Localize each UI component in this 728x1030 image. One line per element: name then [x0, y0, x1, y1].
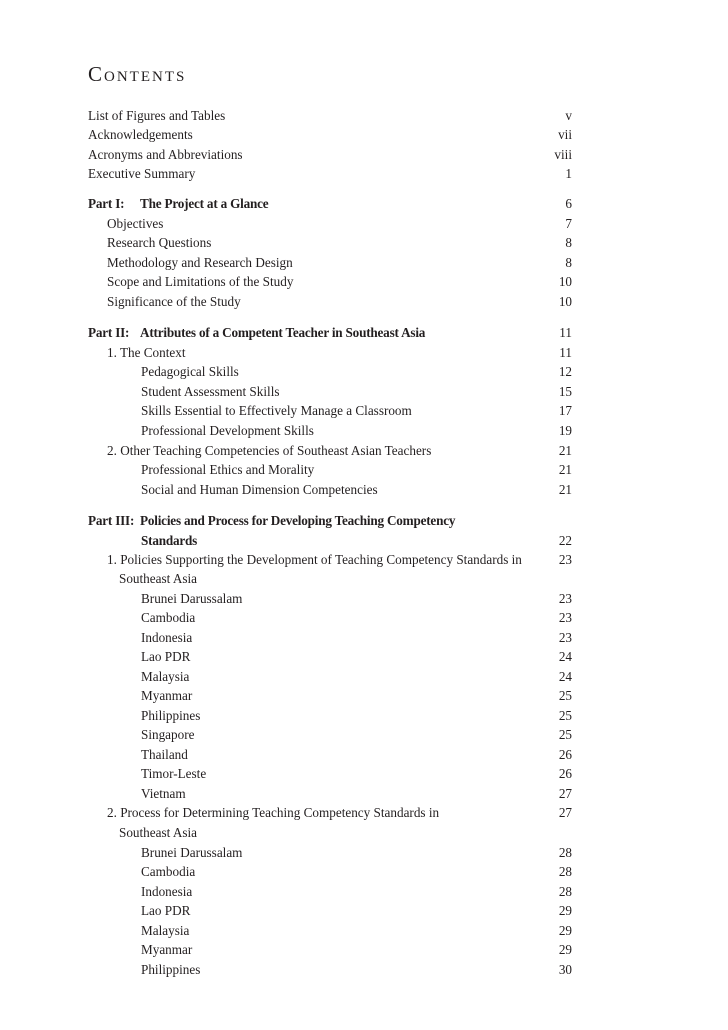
toc-entry-label: Skills Essential to Effectively Manage a Classroom [141, 403, 412, 418]
toc-entry-page: 8 [565, 235, 572, 250]
toc-entry-page: 15 [558, 384, 572, 399]
toc-entry-page: 23 [558, 591, 572, 606]
toc-entry-page: 10 [558, 274, 572, 289]
toc-entry[interactable] [0, 272, 728, 292]
toc-entry-label: 2. Other Teaching Competencies of Southeast Asian Teachers [107, 443, 432, 458]
toc-entry[interactable] [0, 862, 728, 882]
toc-entry-page: viii [554, 147, 572, 162]
toc-entry[interactable] [0, 628, 728, 648]
toc-entry-label: Acknowledgements [88, 127, 193, 142]
toc-entry[interactable] [0, 382, 728, 402]
toc-entry-page: 12 [558, 364, 572, 379]
toc-entry-page: 23 [558, 610, 572, 625]
toc-entry-page: 27 [558, 805, 572, 820]
toc-entry-page: 25 [558, 708, 572, 723]
toc-part-heading[interactable] [0, 323, 728, 343]
toc-entry-page: 1 [565, 166, 572, 181]
toc-entry-label: Professional Ethics and Morality [141, 462, 315, 477]
toc-entry-label: Acronyms and Abbreviations [88, 147, 243, 162]
toc-entry-label: Malaysia [141, 669, 190, 684]
toc-entry-label: Pedagogical Skills [141, 364, 239, 379]
toc-part-heading[interactable] [0, 194, 728, 214]
toc-entry-page: 23 [558, 552, 572, 567]
toc-entry[interactable] [0, 784, 728, 804]
toc-entry[interactable] [0, 253, 728, 273]
toc-entry-label: 1. The Context [107, 345, 186, 360]
toc-entry-page: 24 [558, 649, 572, 664]
toc-entry-page: 22 [558, 533, 572, 548]
toc-entry-label: Southeast Asia [119, 825, 198, 840]
toc-entry[interactable] [0, 145, 728, 165]
page-title: Contents [88, 62, 187, 86]
toc-entry-page: 21 [558, 443, 572, 458]
toc-entry-label: Philippines [141, 962, 201, 977]
toc-entry-label: Research Questions [107, 235, 212, 250]
toc-entry[interactable] [0, 362, 728, 382]
toc-entry-label: Cambodia [141, 610, 196, 625]
toc-entry-label: Professional Development Skills [141, 423, 314, 438]
toc-entry-page: 19 [558, 423, 572, 438]
toc-entry-page: 30 [558, 962, 572, 977]
toc-entry-label: Indonesia [141, 630, 193, 645]
toc-entry[interactable] [0, 550, 728, 570]
toc-entry[interactable] [0, 480, 728, 500]
part-number: Part III: [88, 513, 135, 528]
toc-entry[interactable] [0, 441, 728, 461]
toc-entry-page: 17 [558, 403, 572, 418]
toc-entry[interactable] [0, 940, 728, 960]
toc-entry-label: List of Figures and Tables [88, 108, 226, 123]
toc-entry-label: Significance of the Study [107, 294, 241, 309]
part-number: Part II: [88, 325, 130, 340]
toc-entry[interactable] [0, 589, 728, 609]
toc-entry-page: 28 [558, 864, 572, 879]
toc-entry-continued [0, 569, 728, 589]
toc-entry[interactable] [0, 164, 728, 184]
toc-entry[interactable] [0, 803, 728, 823]
toc-entry-page: 6 [565, 196, 572, 211]
toc-entry-page: v [565, 108, 572, 123]
toc-entry-label: Social and Human Dimension Competencies [141, 482, 378, 497]
toc-part-heading-continued[interactable] [0, 531, 728, 551]
toc-entry-page: 23 [558, 630, 572, 645]
toc-entry-label: Myanmar [141, 688, 193, 703]
toc-entry[interactable] [0, 233, 728, 253]
toc-entry-page: 11 [559, 345, 572, 360]
toc-entry-label: Philippines [141, 708, 201, 723]
toc-entry-page: vii [558, 127, 572, 142]
part-number: Part I: [88, 196, 125, 211]
toc-entry-label: Cambodia [141, 864, 196, 879]
toc-entry[interactable] [0, 214, 728, 234]
toc-entry-page: 21 [558, 462, 572, 477]
toc-entry-page: 28 [558, 884, 572, 899]
toc-entry-continued [0, 823, 728, 843]
toc-entry-label: Lao PDR [141, 649, 191, 664]
toc-entry-label: Malaysia [141, 923, 190, 938]
toc-entry-label: Vietnam [141, 786, 186, 801]
toc-entry-label: Scope and Limitations of the Study [107, 274, 294, 289]
toc-entry-label: Student Assessment Skills [141, 384, 280, 399]
part-title: Policies and Process for Developing Teaching Competency [140, 513, 456, 528]
toc-entry[interactable] [0, 460, 728, 480]
toc-entry[interactable] [0, 901, 728, 921]
toc-entry-label: 2. Process for Determining Teaching Competency Standards in [107, 805, 440, 820]
toc-entry-label: Objectives [107, 216, 164, 231]
toc-entry[interactable] [0, 667, 728, 687]
toc-entry[interactable] [0, 745, 728, 765]
toc-entry[interactable] [0, 706, 728, 726]
toc-entry-label: Brunei Darussalam [141, 845, 243, 860]
toc-entry[interactable] [0, 921, 728, 941]
toc-entry[interactable] [0, 647, 728, 667]
toc-entry-page: 7 [565, 216, 572, 231]
toc-entry-label: Methodology and Research Design [107, 255, 293, 270]
toc-entry-page: 24 [558, 669, 572, 684]
toc-entry[interactable] [0, 882, 728, 902]
toc-entry-label: Singapore [141, 727, 195, 742]
toc-entry-page: 25 [558, 727, 572, 742]
toc-entry-page: 25 [558, 688, 572, 703]
toc-entry-page: 28 [558, 845, 572, 860]
toc-entry-label: Lao PDR [141, 903, 191, 918]
toc-entry-label: Thailand [141, 747, 188, 762]
part-title: Attributes of a Competent Teacher in Southeast Asia [140, 325, 426, 340]
part-title: The Project at a Glance [140, 196, 269, 211]
toc-entry-page: 10 [558, 294, 572, 309]
toc-entry[interactable] [0, 725, 728, 745]
toc-entry-page: 26 [558, 766, 572, 781]
toc-entry[interactable] [0, 608, 728, 628]
toc-part-heading[interactable] [0, 511, 728, 531]
toc-entry[interactable] [0, 686, 728, 706]
toc-entry-page: 29 [558, 923, 572, 938]
toc-entry-page: 29 [558, 942, 572, 957]
toc-entry-label: Brunei Darussalam [141, 591, 243, 606]
toc-entry-page: 8 [565, 255, 572, 270]
toc-entry-label: Timor-Leste [141, 766, 207, 781]
toc-entry[interactable] [0, 343, 728, 363]
toc-entry[interactable] [0, 764, 728, 784]
toc-entry[interactable] [0, 292, 728, 312]
toc-entry-page: 21 [558, 482, 572, 497]
toc-entry[interactable] [0, 421, 728, 441]
toc-entry-label: Indonesia [141, 884, 193, 899]
toc-entry-label: Myanmar [141, 942, 193, 957]
toc-entry-page: 11 [559, 325, 572, 340]
toc-entry-page: 26 [558, 747, 572, 762]
toc-entry-page: 27 [558, 786, 572, 801]
toc-entry-label: Southeast Asia [119, 571, 198, 586]
toc-entry-label: Executive Summary [88, 166, 196, 181]
toc-entry[interactable] [0, 843, 728, 863]
toc-entry[interactable] [0, 106, 728, 126]
toc-entry[interactable] [0, 960, 728, 980]
part-title-continued: Standards [141, 533, 198, 548]
toc-entry-label: 1. Policies Supporting the Development of Teaching Competency Standards in [107, 552, 522, 567]
toc-entry-page: 29 [558, 903, 572, 918]
toc-entry[interactable] [0, 401, 728, 421]
toc-entry[interactable] [0, 125, 728, 145]
